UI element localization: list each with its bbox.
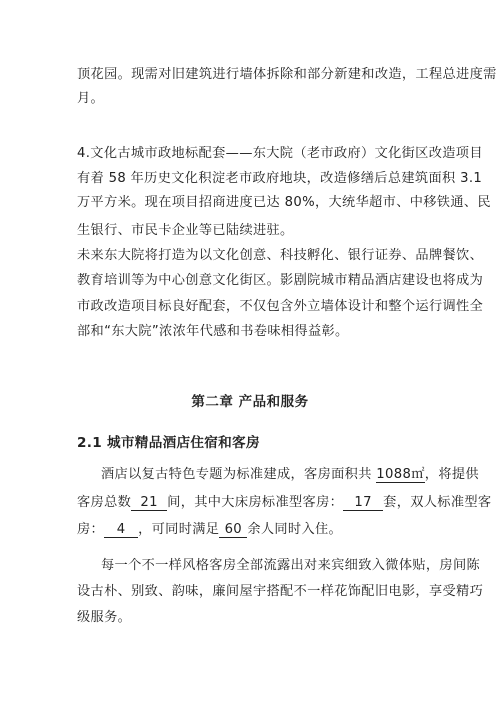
total-rooms-value: 21	[131, 496, 167, 511]
paragraph-line: 生银行、市民卡企业等已陆续进驻。	[77, 223, 294, 238]
paragraph-line	[77, 495, 492, 511]
paragraph-line	[77, 522, 437, 538]
paragraph-line: 市政改造项目标良好配套，不仅包含外立墙体设计和整个运行调性全	[77, 299, 484, 314]
paragraph-line: 未来东大院将打造为以文化创意、科技孵化、银行证券、品牌餐饮、	[77, 248, 484, 263]
paragraph-line: 月。	[77, 91, 105, 106]
text-run: 间，其中大床房标准型客房：	[167, 495, 344, 510]
paragraph-line: 有着 58 年历史文化积淀老市政府地块，改造修缮后总建筑面积 3.1	[77, 171, 483, 186]
paragraph-line: 顶花园。现需对旧建筑进行墙体拆除和部分新建和改造，工程总进度需	[77, 67, 497, 82]
king-rooms-value: 17	[343, 496, 383, 511]
section-title: 2.1 城市精品酒店住宿和客房	[77, 435, 260, 451]
paragraph-line: 教育培训等为中心创意文化街区。影剧院城市精品酒店建设也将成为	[77, 273, 484, 288]
paragraph-line: 部和“东大院”浓浓年代感和书卷味相得益彰。	[77, 324, 349, 339]
text-run: ，将提供	[424, 467, 479, 482]
chapter-title: 第二章 产品和服务	[191, 394, 309, 410]
paragraph-line: 每一个不一样风格客房全部流露出对来宾细致入微体贴，房间陈	[101, 558, 481, 573]
text-run: ，可同时满足	[138, 522, 220, 537]
text-run: 房：	[77, 522, 105, 537]
text-run: 酒店以复古特色专题为标准建成，客房面积共	[101, 467, 377, 482]
twin-rooms-value: 4	[104, 523, 138, 538]
paragraph-line: 设古朴、别致、韵味，廉间屋宇搭配不一样花饰配旧电影，享受精巧	[77, 584, 484, 599]
text-run: 余人同时入住。	[247, 522, 343, 537]
guest-capacity-value: 60	[219, 523, 247, 538]
paragraph-line: 级服务。	[77, 610, 132, 625]
item-heading: 4.文化古城市政地标配套——东大院（老市政府）文化街区改造项目	[77, 146, 483, 161]
paragraph-line	[101, 467, 479, 483]
room-area-value: 1088㎡	[376, 467, 425, 482]
paragraph-line: 万平方米。现在项目招商进度已达 80%，大统华超市、中移铁通、民	[77, 195, 491, 210]
text-run: 客房总数	[77, 495, 132, 510]
text-run: 套，双人标准型客	[383, 495, 492, 510]
